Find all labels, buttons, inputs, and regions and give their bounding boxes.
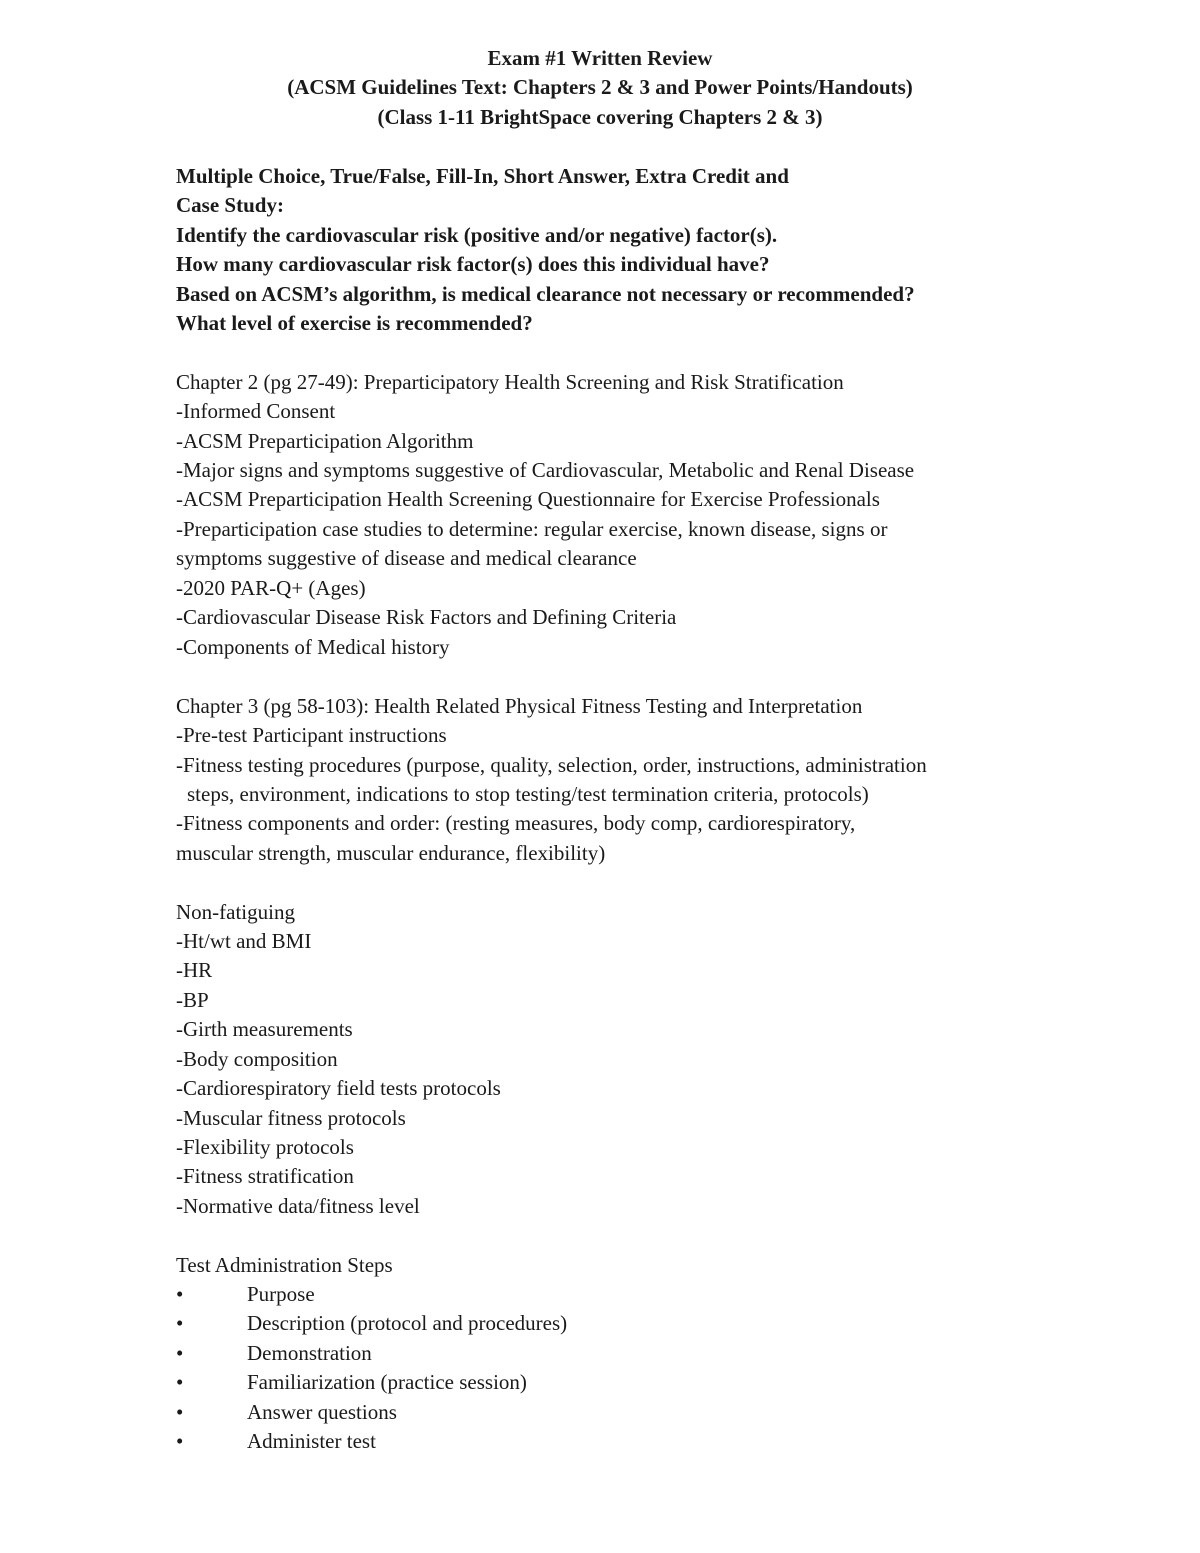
case-study-question: How many cardiovascular risk factor(s) does this individual have? [176,252,770,276]
test-admin-step: Purpose [247,1282,315,1306]
format-line: Multiple Choice, True/False, Fill-In, Short Answer, Extra Credit and [176,164,789,188]
nonfatiguing-item: -Normative data/fitness level [176,1194,420,1218]
document-subtitle-text: (ACSM Guidelines Text: Chapters 2 & 3 and Power Points/Handouts) [287,75,913,99]
chapter2-item: -ACSM Preparticipation Health Screening Questionnaire for Exercise Professionals [176,487,880,511]
chapter2-item: symptoms suggestive of disease and medical clearance [176,546,637,570]
nonfatiguing-item: -Ht/wt and BMI [176,929,312,953]
bullet-icon: • [176,1282,184,1306]
chapter2-item: -Components of Medical history [176,635,450,659]
test-admin-step: Familiarization (practice session) [247,1370,527,1394]
test-admin-step: Demonstration [247,1341,372,1365]
test-admin-step: Answer questions [247,1400,397,1424]
chapter2-item: -ACSM Preparticipation Algorithm [176,429,474,453]
chapter3-item: steps, environment, indications to stop testing/test termination criteria, protocols) [187,782,869,806]
case-study-question: Based on ACSM’s algorithm, is medical clearance not necessary or recommended? [176,282,915,306]
bullet-icon: • [176,1400,184,1424]
nonfatiguing-item: -Flexibility protocols [176,1135,354,1159]
nonfatiguing-item: -Muscular fitness protocols [176,1106,406,1130]
nonfatiguing-item: -HR [176,958,213,982]
bullet-icon: • [176,1429,184,1453]
bullet-icon: • [176,1311,184,1335]
bullet-icon: • [176,1370,184,1394]
chapter2-heading: Chapter 2 (pg 27-49): Preparticipatory Health Screening and Risk Stratification [176,370,844,394]
chapter2-item: -Cardiovascular Disease Risk Factors and Defining Criteria [176,605,677,629]
case-study-question: Identify the cardiovascular risk (positive and/or negative) factor(s). [176,223,778,247]
document-subtitle-class: (Class 1-11 BrightSpace covering Chapters 2 & 3) [377,105,823,129]
chapter3-item: -Pre-test Participant instructions [176,723,447,747]
document-title: Exam #1 Written Review [487,46,713,70]
nonfatiguing-item: -Body composition [176,1047,338,1071]
chapter3-item: -Fitness components and order: (resting measures, body comp, cardiorespiratory, [176,811,856,835]
chapter2-item: -2020 PAR-Q+ (Ages) [176,576,366,600]
nonfatiguing-heading: Non-fatiguing [176,900,295,924]
chapter2-item: -Informed Consent [176,399,336,423]
chapter2-item: -Preparticipation case studies to determine: regular exercise, known disease, signs or [176,517,888,541]
chapter3-item: muscular strength, muscular endurance, flexibility) [176,841,606,865]
test-admin-heading: Test Administration Steps [176,1253,393,1277]
nonfatiguing-item: -BP [176,988,209,1012]
chapter2-item: -Major signs and symptoms suggestive of Cardiovascular, Metabolic and Renal Disease [176,458,915,482]
nonfatiguing-item: -Fitness stratification [176,1164,354,1188]
format-line: Case Study: [176,193,284,217]
nonfatiguing-item: -Cardiorespiratory field tests protocols [176,1076,501,1100]
case-study-question: What level of exercise is recommended? [176,311,533,335]
test-admin-step: Administer test [247,1429,376,1453]
test-admin-step: Description (protocol and procedures) [247,1311,568,1335]
bullet-icon: • [176,1341,184,1365]
nonfatiguing-item: -Girth measurements [176,1017,353,1041]
chapter3-heading: Chapter 3 (pg 58-103): Health Related Physical Fitness Testing and Interpretation [176,694,863,718]
chapter3-item: -Fitness testing procedures (purpose, quality, selection, order, instructions, administration [176,753,927,777]
